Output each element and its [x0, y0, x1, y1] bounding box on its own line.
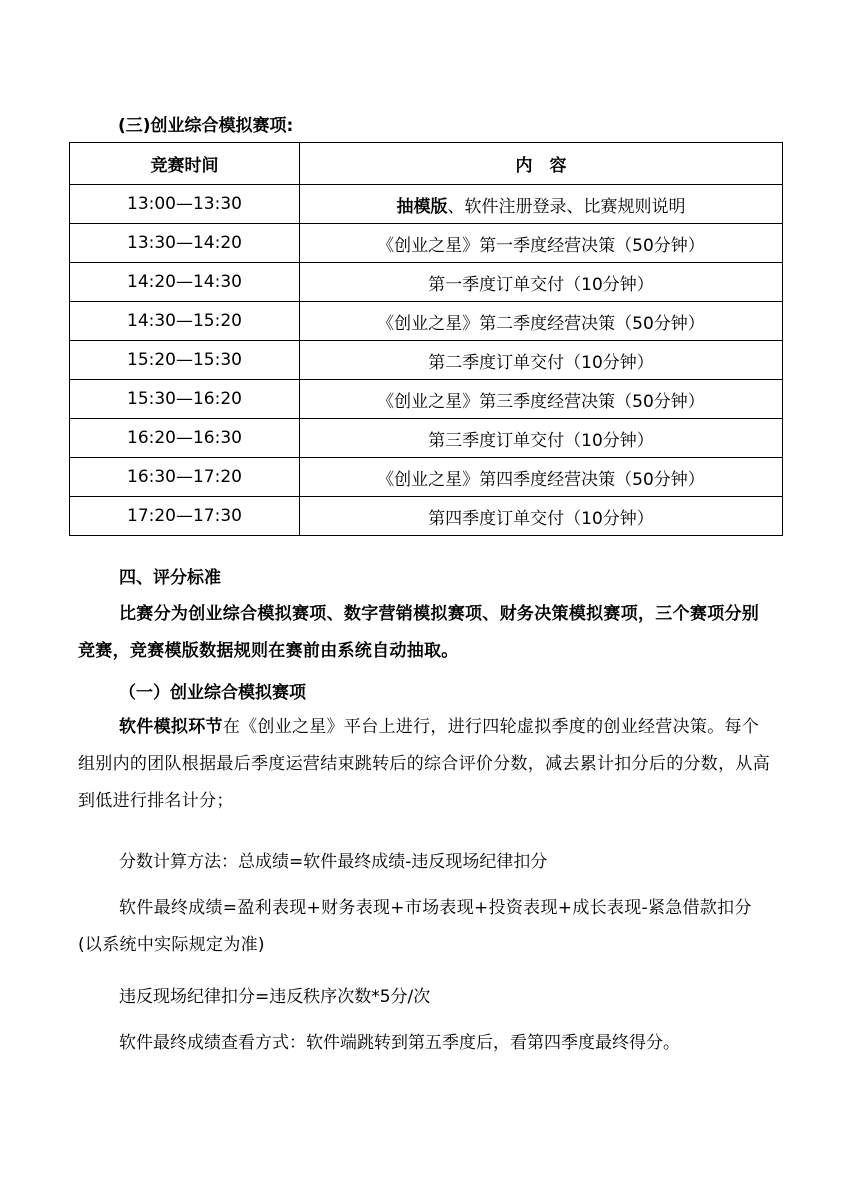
cell-content: [300, 185, 783, 224]
cell-time: 16:20—16:30: [70, 419, 300, 458]
formula-penalty: 违反现场纪律扣分=违反秩序次数*5分/次: [119, 987, 431, 1007]
table-row: [70, 458, 783, 497]
table-row: [70, 419, 783, 458]
cell-content: 第四季度订单交付（10分钟）: [300, 497, 783, 536]
subsection-heading: （一）创业综合模拟赛项: [119, 683, 306, 703]
table-row: [70, 497, 783, 536]
header-time: 竞赛时间: [70, 143, 300, 185]
table-row: [70, 224, 783, 263]
cell-content: 第三季度订单交付（10分钟）: [300, 419, 783, 458]
formula-software: 软件最终成绩=盈利表现+财务表现+市场表现+投资表现+成长表现-紧急借款扣分(以系统中实际规定为准): [78, 898, 752, 955]
cell-time: 15:20—15:30: [70, 341, 300, 380]
cell-time: 15:30—16:20: [70, 380, 300, 419]
table-header-row: [70, 143, 783, 185]
table-row: [70, 263, 783, 302]
paragraph-lead: 软件模拟环节: [119, 717, 223, 737]
schedule-table: [69, 142, 783, 536]
table-row: [70, 185, 783, 224]
cell-time: 13:00—13:30: [70, 185, 300, 224]
section-heading: 四、评分标准: [119, 568, 221, 588]
table-row: [70, 341, 783, 380]
cell-time: 14:20—14:30: [70, 263, 300, 302]
section-title: (三)创业综合模拟赛项:: [118, 116, 294, 136]
paragraph-text: 在《创业之星》平台上进行，进行四轮虚拟季度的创业经营决策。每个组别内的团队根据最后季度运营结束跳转后的综合评价分数，减去累计扣分后的分数，从高到低进行排名计分；: [78, 717, 770, 811]
table-row: [70, 302, 783, 341]
cell-content-text: 、软件注册登录、比赛规则说明: [447, 196, 686, 217]
cell-content: 第二季度订单交付（10分钟）: [300, 341, 783, 380]
formula-total: 分数计算方法：总成绩=软件最终成绩-违反现场纪律扣分: [119, 852, 548, 872]
cell-content: 《创业之星》第四季度经营决策（50分钟）: [300, 458, 783, 497]
cell-content: 《创业之星》第一季度经营决策（50分钟）: [300, 224, 783, 263]
cell-content: 《创业之星》第二季度经营决策（50分钟）: [300, 302, 783, 341]
cell-time: 17:20—17:30: [70, 497, 300, 536]
cell-content: 第一季度订单交付（10分钟）: [300, 263, 783, 302]
table-row: [70, 380, 783, 419]
cell-content-bold: 抽模版: [396, 196, 448, 217]
cell-content: 《创业之星》第三季度经营决策（50分钟）: [300, 380, 783, 419]
cell-time: 14:30—15:20: [70, 302, 300, 341]
formula-check: 软件最终成绩查看方式：软件端跳转到第五季度后，看第四季度最终得分。: [119, 1033, 680, 1053]
cell-time: 16:30—17:20: [70, 458, 300, 497]
body-paragraph: [78, 709, 772, 820]
header-content: 内 容: [300, 143, 783, 185]
cell-time: 13:30—14:20: [70, 224, 300, 263]
section-intro: 比赛分为创业综合模拟赛项、数字营销模拟赛项、财务决策模拟赛项，三个赛项分别竞赛，竞赛模版数据规则在赛前由系统自动抽取。: [78, 604, 760, 661]
